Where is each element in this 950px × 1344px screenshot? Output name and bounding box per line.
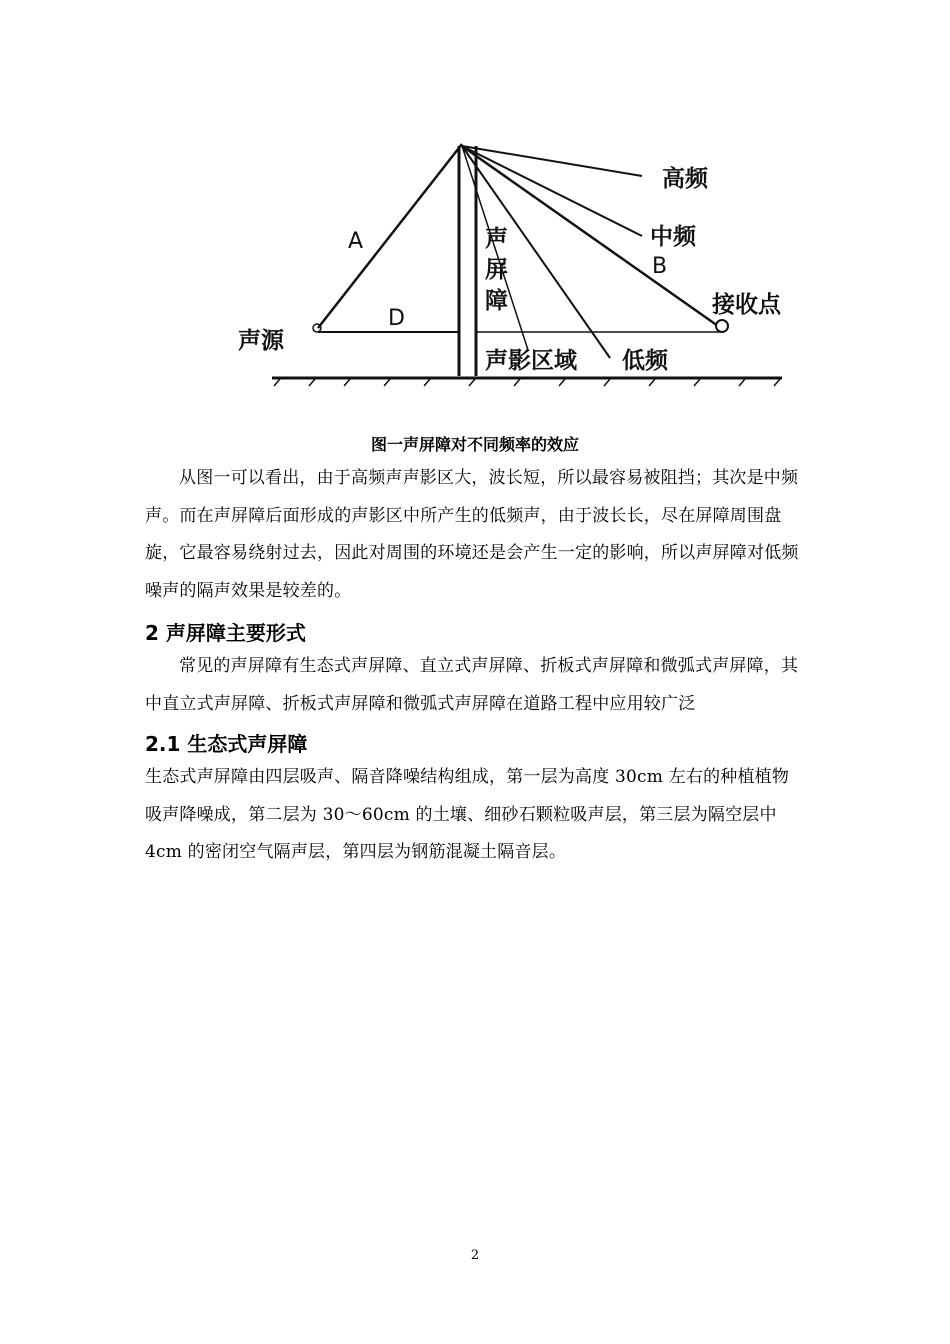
receiver-marker [716, 320, 728, 332]
paragraph-3: 生态式声屏障由四层吸声、隔音降噪结构组成，第一层为高度 30cm 左右的种植植物吸声降噪成，第二层为 30～60cm 的土壤、细砂石颗粒吸声层，第三层为隔空层中 4cm 的密闭空气隔声层，第四层为钢筋混凝土隔音层。 [145, 767, 790, 862]
high-freq-label: 高频 [662, 166, 708, 192]
figure-caption: 图一声屏障对不同频率的效应 [370, 435, 579, 454]
barrier-label-2: 屏 [485, 257, 508, 283]
mid-freq-label: 中频 [650, 224, 696, 250]
source-label: 声源 [238, 328, 284, 354]
section-heading-2-1: 2.1 生态式声屏障 [145, 732, 308, 756]
low-freq-label: 低频 [622, 348, 668, 374]
sound-barrier-diagram [230, 128, 800, 400]
path-a-line [318, 144, 462, 328]
source-marker [313, 324, 321, 332]
high-freq-ray [462, 146, 642, 176]
ground-hatching [274, 379, 780, 386]
path-b-label: B [652, 254, 668, 279]
diagram-svg [230, 128, 800, 400]
barrier-label-1: 声 [485, 226, 508, 252]
low-freq-ray [462, 146, 610, 358]
page-number: 2 [470, 1248, 480, 1263]
path-d-label: D [388, 306, 405, 331]
path-a-label: A [348, 229, 364, 254]
shadow-zone-label: 声影区域 [485, 348, 577, 374]
section-heading-2: 2 声屏障主要形式 [145, 621, 306, 645]
paragraph-1: 从图一可以看出，由于高频声声影区大，波长短，所以最容易被阻挡；其次是中频声。而在声屏障后面形成的声影区中所产生的低频声，由于波长长，尽在屏障周围盘旋，它最容易绕射过去，因此对周围的环境还是会产生一定的影响，所以声屏障对低频噪声的隔声效果是较差的。 [145, 468, 799, 601]
paragraph-2: 常见的声屏障有生态式声屏障、直立式声屏障、折板式声屏障和微弧式声屏障，其中直立式声屏障、折板式声屏障和微弧式声屏障在道路工程中应用较广泛 [145, 656, 799, 714]
mid-freq-ray [462, 146, 642, 236]
receiver-label: 接收点 [712, 292, 781, 318]
barrier-label-3: 障 [485, 288, 508, 314]
